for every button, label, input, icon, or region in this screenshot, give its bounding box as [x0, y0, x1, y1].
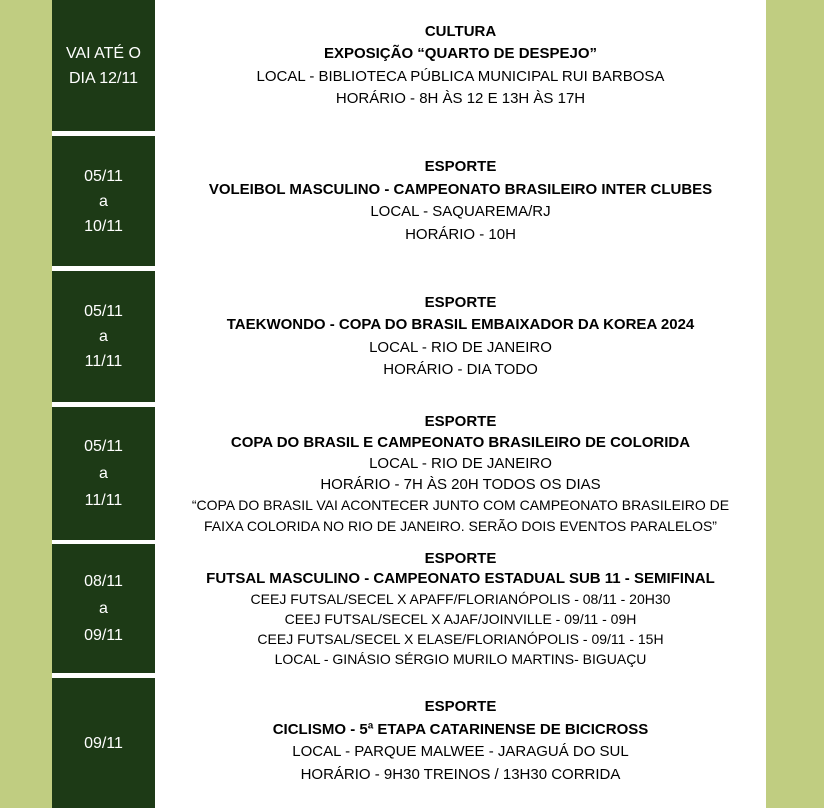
event-date	[52, 678, 155, 808]
event-title: EXPOSIÇÃO “QUARTO DE DESPEJO”	[323, 45, 598, 62]
event-category: ESPORTE	[424, 158, 497, 175]
event-row	[52, 136, 766, 266]
event-category: ESPORTE	[424, 698, 497, 715]
event-date-line: a	[99, 192, 108, 210]
event-date-line: 05/11	[84, 167, 123, 185]
event-date-line: DIA 12/11	[68, 69, 139, 87]
event-date-line: 05/11	[84, 438, 123, 455]
event-detail-line: HORÁRIO - 9H30 TREINOS / 13H30 CORRIDA	[300, 765, 621, 783]
event-match-line: CEEJ FUTSAL/SECEL X AJAF/JOINVILLE - 09/11 - 09H	[284, 610, 637, 627]
event-row	[52, 678, 766, 808]
event-match-line: CEEJ FUTSAL/SECEL X ELASE/FLORIANÓPOLIS - 09/11 - 15H	[257, 630, 664, 647]
event-date-line: 11/11	[84, 492, 123, 509]
event-details	[155, 407, 766, 540]
event-details	[155, 678, 766, 808]
event-date-line: VAI ATÉ O	[66, 44, 141, 62]
event-title: COPA DO BRASIL E CAMPEONATO BRASILEIRO DE COLORIDA	[230, 433, 691, 451]
event-detail-line: LOCAL - RIO DE JANEIRO	[369, 338, 552, 356]
event-detail-line: HORÁRIO - 7H ÀS 20H TODOS OS DIAS	[320, 475, 601, 493]
event-details	[155, 136, 766, 266]
event-detail-line: LOCAL - BIBLIOTECA PÚBLICA MUNICIPAL RUI BARBOSA	[256, 67, 665, 85]
event-date-line: 10/11	[84, 217, 123, 235]
event-title: FUTSAL MASCULINO - CAMPEONATO ESTADUAL SUB 11 - SEMIFINAL	[206, 569, 715, 587]
event-detail-line: HORÁRIO - 10H	[405, 225, 516, 243]
event-detail-line: LOCAL - PARQUE MALWEE - JARAGUÁ DO SUL	[292, 743, 629, 760]
event-detail-line: LOCAL - RIO DE JANEIRO	[369, 454, 552, 472]
event-row	[52, 544, 766, 673]
event-date-line: a	[99, 465, 108, 482]
event-date-line: a	[99, 328, 108, 345]
event-category: ESPORTE	[424, 412, 497, 430]
event-row	[52, 0, 766, 131]
event-date	[52, 544, 155, 673]
event-details	[155, 0, 766, 131]
event-date-line: 05/11	[84, 303, 123, 320]
event-note-line: “COPA DO BRASIL VAI ACONTECER JUNTO COM CAMPEONATO BRASILEIRO DE	[191, 496, 730, 513]
right-border-band	[766, 0, 824, 808]
event-details	[155, 271, 766, 402]
event-title: VOLEIBOL MASCULINO - CAMPEONATO BRASILEIRO INTER CLUBES	[208, 180, 713, 198]
event-title: CICLISMO - 5ª ETAPA CATARINENSE DE BICICROSS	[272, 720, 649, 738]
event-date	[52, 271, 155, 402]
event-date	[52, 0, 155, 131]
event-date-line: 09/11	[84, 734, 123, 752]
event-date-line: 11/11	[84, 353, 123, 370]
event-row	[52, 271, 766, 402]
event-details	[155, 544, 766, 673]
event-category: ESPORTE	[424, 293, 497, 311]
event-date	[52, 136, 155, 266]
event-note-line: FAIXA COLORIDA NO RIO DE JANEIRO. SERÃO DOIS EVENTOS PARALELOS”	[204, 517, 717, 534]
event-detail-line: HORÁRIO - DIA TODO	[383, 361, 538, 378]
event-date	[52, 407, 155, 540]
event-row	[52, 407, 766, 540]
event-category: ESPORTE	[424, 549, 497, 567]
event-detail-line: LOCAL - SAQUAREMA/RJ	[370, 203, 551, 220]
event-title: TAEKWONDO - COPA DO BRASIL EMBAIXADOR DA KOREA 2024	[226, 316, 695, 333]
event-date-line: a	[99, 600, 108, 617]
event-date-line: 09/11	[84, 627, 123, 644]
event-detail-line: HORÁRIO - 8H ÀS 12 E 13H ÀS 17H	[335, 90, 586, 107]
event-category: CULTURA	[424, 22, 497, 40]
event-detail-line: LOCAL - GINÁSIO SÉRGIO MURILO MARTINS- BIGUAÇU	[274, 650, 647, 667]
event-match-line: CEEJ FUTSAL/SECEL X APAFF/FLORIANÓPOLIS - 08/11 - 20H30	[250, 590, 671, 607]
event-date-line: 08/11	[84, 573, 123, 590]
left-border-band	[0, 0, 52, 808]
